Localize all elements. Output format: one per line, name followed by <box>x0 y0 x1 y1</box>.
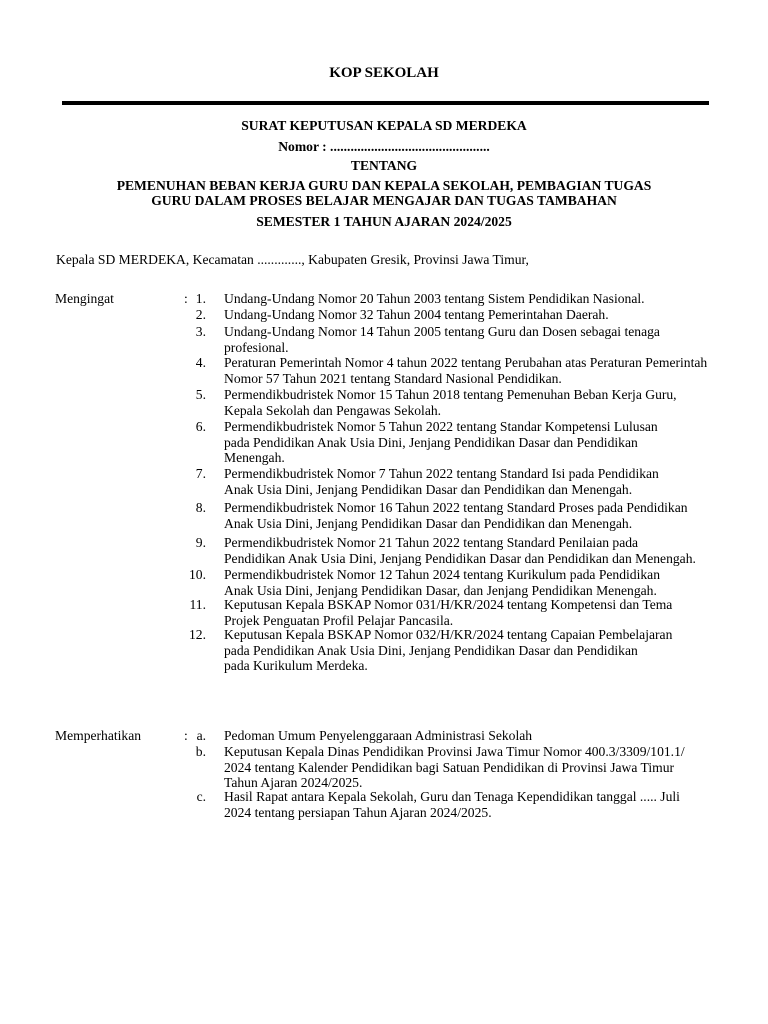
mengingat-colon: : <box>184 291 188 306</box>
memperhatikan-item-line: Pedoman Umum Penyelenggaraan Administrasi Sekolah <box>224 728 533 743</box>
mengingat-item-number: 6. <box>195 419 206 434</box>
mengingat-item-line: Undang-Undang Nomor 20 Tahun 2003 tentang Sistem Pendidikan Nasional. <box>224 291 645 306</box>
mengingat-item-text <box>224 500 724 531</box>
memperhatikan-colon: : <box>184 728 188 743</box>
mengingat-item-line: Undang-Undang Nomor 14 Tahun 2005 tentang Guru dan Dosen sebagai tenaga <box>224 324 660 339</box>
memperhatikan-item-line: 2024 tentang Kalender Pendidikan bagi Satuan Pendidikan di Provinsi Jawa Timur <box>224 759 675 775</box>
mengingat-item-text <box>224 419 724 466</box>
memperhatikan-item-line: Keputusan Kepala Dinas Pendidikan Provinsi Jawa Timur Nomor 400.3/3309/101.1/ <box>224 744 685 759</box>
memperhatikan-item-line: Tahun Ajaran 2024/2025. <box>224 775 363 791</box>
mengingat-item-number: 5. <box>195 387 206 402</box>
memperhatikan-item-number: c. <box>196 789 206 804</box>
mengingat-item-line: Pendidikan Anak Usia Dini, Jenjang Pendidikan Dasar dan Pendidikan dan Menengah. <box>224 550 696 566</box>
mengingat-item-number: 10. <box>189 567 206 582</box>
mengingat-item-number: 1. <box>195 291 206 306</box>
mengingat-item-line: Nomor 57 Tahun 2021 tentang Standard Nasional Pendidikan. <box>224 370 562 386</box>
mengingat-item-text <box>224 535 724 566</box>
mengingat-item-number: 12. <box>189 627 206 642</box>
mengingat-item-number: 3. <box>195 324 206 339</box>
memperhatikan-item-number: a. <box>196 728 206 743</box>
intro-paragraph: Kepala SD MERDEKA, Kecamatan ............., Kabupaten Gresik, Provinsi Jawa Timur, <box>56 252 529 267</box>
mengingat-item-line: Permendikbudristek Nomor 15 Tahun 2018 tentang Pemenuhan Beban Kerja Guru, <box>224 387 677 402</box>
mengingat-item-text <box>224 627 724 674</box>
mengingat-item-text <box>224 324 724 355</box>
mengingat-item-line: Anak Usia Dini, Jenjang Pendidikan Dasar dan Pendidikan dan Menengah. <box>224 515 633 531</box>
mengingat-item-text <box>224 567 724 598</box>
mengingat-item-line: Keputusan Kepala BSKAP Nomor 031/H/KR/2024 tentang Kompetensi dan Tema <box>224 597 673 612</box>
decree-subject-line-3: SEMESTER 1 TAHUN AJARAN 2024/2025 <box>256 214 512 229</box>
mengingat-item-line: profesional. <box>224 339 289 355</box>
mengingat-item-number: 9. <box>195 535 206 550</box>
memperhatikan-item-line: Hasil Rapat antara Kepala Sekolah, Guru dan Tenaga Kependidikan tanggal ..... Juli <box>224 789 680 804</box>
mengingat-item-line: Permendikbudristek Nomor 16 Tahun 2022 tentang Standard Proses pada Pendidikan <box>224 500 688 515</box>
letterhead-divider <box>62 101 709 105</box>
mengingat-item-text <box>224 387 724 418</box>
mengingat-item-line: Permendikbudristek Nomor 7 Tahun 2022 tentang Standard Isi pada Pendidikan <box>224 466 659 481</box>
mengingat-item-line: Peraturan Pemerintah Nomor 4 tahun 2022 tentang Perubahan atas Peraturan Pemerintah <box>224 355 708 370</box>
memperhatikan-item-line: 2024 tentang persiapan Tahun Ajaran 2024/2025. <box>224 804 492 820</box>
letterhead-title: KOP SEKOLAH <box>329 65 439 81</box>
memperhatikan-item-number: b. <box>195 744 206 759</box>
mengingat-item-line: pada Pendidikan Anak Usia Dini, Jenjang Pendidikan Dasar dan Pendidikan <box>224 434 638 450</box>
mengingat-item-text <box>224 466 724 497</box>
mengingat-item-line: Anak Usia Dini, Jenjang Pendidikan Dasar, dan Jenjang Pendidikan Menengah. <box>224 582 657 598</box>
mengingat-item-number: 4. <box>195 355 206 370</box>
mengingat-item-line: Undang-Undang Nomor 32 Tahun 2004 tentang Pemerintahan Daerah. <box>224 307 609 322</box>
mengingat-item-line: Anak Usia Dini, Jenjang Pendidikan Dasar dan Pendidikan dan Menengah. <box>224 481 633 497</box>
memperhatikan-item-text <box>224 744 724 791</box>
mengingat-item-text <box>224 291 724 307</box>
memperhatikan-item-text <box>224 789 724 820</box>
mengingat-item-text <box>224 597 724 628</box>
memperhatikan-label: Memperhatikan <box>55 728 142 743</box>
mengingat-item-number: 11. <box>189 597 206 612</box>
decree-number: Nomor : ............................................... <box>278 139 490 154</box>
mengingat-item-text <box>224 355 724 386</box>
mengingat-item-text <box>224 307 724 323</box>
mengingat-item-line: pada Pendidikan Anak Usia Dini, Jenjang Pendidikan Dasar dan Pendidikan <box>224 642 638 658</box>
decree-subject-line-2: GURU DALAM PROSES BELAJAR MENGAJAR DAN TUGAS TAMBAHAN <box>151 193 617 208</box>
mengingat-item-line: Permendikbudristek Nomor 5 Tahun 2022 tentang Standar Kompetensi Lulusan <box>224 419 658 434</box>
mengingat-item-line: Menengah. <box>224 450 285 466</box>
decree-about-heading: TENTANG <box>350 158 418 173</box>
mengingat-item-line: Permendikbudristek Nomor 21 Tahun 2022 tentang Standard Penilaian pada <box>224 535 639 550</box>
mengingat-item-line: Keputusan Kepala BSKAP Nomor 032/H/KR/2024 tentang Capaian Pembelajaran <box>224 627 673 642</box>
decree-subject-line-1: PEMENUHAN BEBAN KERJA GURU DAN KEPALA SEKOLAH, PEMBAGIAN TUGAS <box>116 178 652 193</box>
mengingat-item-line: Kepala Sekolah dan Pengawas Sekolah. <box>224 402 442 418</box>
decree-title: SURAT KEPUTUSAN KEPALA SD MERDEKA <box>241 118 527 133</box>
mengingat-item-number: 8. <box>195 500 206 515</box>
mengingat-item-number: 7. <box>195 466 206 481</box>
mengingat-label: Mengingat <box>55 291 114 306</box>
memperhatikan-item-text <box>224 728 724 744</box>
mengingat-item-line: pada Kurikulum Merdeka. <box>224 658 368 674</box>
mengingat-item-line: Projek Penguatan Profil Pelajar Pancasila. <box>224 612 454 628</box>
mengingat-item-line: Permendikbudristek Nomor 12 Tahun 2024 tentang Kurikulum pada Pendidikan <box>224 567 660 582</box>
mengingat-item-number: 2. <box>195 307 206 322</box>
